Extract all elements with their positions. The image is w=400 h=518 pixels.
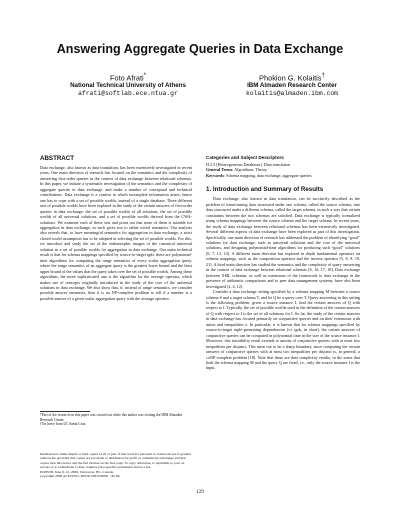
page-number: 129 (196, 490, 204, 495)
author-name: Phokion G. Kolaitis (259, 73, 322, 83)
categories-heading: Categories and Subject Descriptors (206, 155, 284, 160)
categories-text: H.2.5 [Heterogeneous Databases]: Data translation (206, 162, 291, 167)
footnote-1: *Part of the research on this paper was carried out while this author was visiting the IBM Almaden Research Center. (40, 413, 183, 422)
footnotes (40, 413, 192, 427)
section-1-paragraph-2: Consider a data exchange setting specified by a schema mapping M between a source schema S and a target schema T, and let Q be a query over T. Query answering in this setting is the following problem: given a source instance I, find the certain answers of Q with respect to I. Typically, the set of possible worlds used in the definition of the certain answers of Q with respect to I is the set of all solutions for I. So far, the study of the certain answers in data exchange has focused primarily on conjunctive queries and on their extensions with union and inequalities ≠. In particular, it is known that for schema mappings specified by source-to-target tuple-generating dependencies (s-t tgds, in short), the certain answers of conjunctive queries can be computed in polynomial time in the size of the source instance I. Moreover, this tractability result extends to unions of conjunctive queries with at most two inequalities per disjunct. This turns out to be a sharp boundary, since computing the certain answers of conjunctive queries with at most two inequalities per disjunct is, in general, a coNP-complete problem [18]. Note that these are data complexity results, in the sense that both the schema mapping M and the query Q are fixed, i.e., only the source instance I is the input. (206, 289, 360, 371)
author-block-2 (212, 72, 372, 97)
author-footnote-mark: † (321, 72, 325, 79)
abstract-heading: ABSTRACT (40, 155, 75, 162)
section-1-heading: 1. Introduction and Summary of Results (206, 186, 324, 194)
footnote-2: †On leave from UC Santa Cruz. (40, 422, 87, 427)
permission-block (40, 452, 192, 479)
general-terms-label: General Terms (206, 167, 233, 173)
permission-text: Permission to make digital or hard copies of all or part of this work for personal or classroom use is granted without fee provided that copies are not made or distributed for profit or commercial advantage and that copies bear this notice and the full citation on the first page. To copy otherwise, to republish, to post on servers or to redistribute to lists, requires prior specific permission and/or a fee. (40, 452, 191, 470)
author-email[interactable]: afrati@softlab.ece.ntua.gr (78, 90, 178, 98)
keywords-text: : Schema mapping, data exchange, aggregate queries (223, 172, 312, 178)
general-terms-text: : Algorithms, Theory (232, 167, 268, 173)
author-name: Foto Afrati (109, 73, 144, 83)
abstract-text: Data exchange, also known as data translation, has been extensively investigated in recent years. One main direction of research has focused on the semantics and the complexity of answering first-order queries in the context of data exchange between relational schemas. In this paper, we initiate a systematic investigation of the semantics and the complexity of aggregate queries in data exchange, and make a number of conceptual and technical contributions. Data exchange is a context in which incomplete information arises, hence one has to cope with a set of possible worlds, instead of a single database. Three different sets of possible worlds have been explored in the study of the certain answers of first-order queries in data exchange: the set of possible worlds of all solutions, the set of possible worlds of all universal solutions, and a set of possible worlds derived from the CWA-solutions. We examine each of these sets and point out that none of them is suitable for aggregation in data exchange, as each gives rise to rather trivial semantics. Our analysis also reveals that, to have meaningful semantics for aggregation in data exchange, a strict closed-world assumption has to be adopted in selecting the set of possible worlds. For this, we introduce and study the set of the endomorphic images of the canonical universal solution as a set of possible worlds for aggregation in data exchange. Our main technical result is that for schema mappings specified by source-to-target tgds, there are polynomial-time algorithms for computing the range semantics of every scalar aggregation query, where the range semantics of an aggregate query is the greatest lower bound and the least upper bound of the values that the query takes over the set of possible worlds. Among these algorithms, the more sophisticated one is the algorithm for the average operator, which makes use of concepts originally introduced in the study of the core of the universal solutions in data exchange. We also show that, if, instead of range semantics, we consider possible answer semantics, then it is an NP-complete problem to tell if a number is a possible answer of a given scalar aggregation query with the average operator. (40, 165, 192, 301)
paper-title: Answering Aggregate Queries in Data Exchange (56, 42, 344, 56)
footnote-rule (40, 411, 90, 412)
conference-info: PODS'08, June 9–12, 2008, Vancouver, BC, Canada. (40, 469, 114, 474)
section-1-paragraph-1: Data exchange, also known as data translation, can be succinctly described as the problem of transforming data structured under one schema, called the source schema, into data structured under a different schema, called the target schema, in such a way that certain constraints between the two schemas are satisfied. Data exchange is typically formalized using schema mappings between the source schema and the target schema. In recent years, the study of data exchange between relational schemas has been extensively investigated. Several different aspects of data exchange have been explored as part of this investigation. Specifically, one main direction of research has addressed the problem of identifying “good” solutions for data exchange, such as universal solutions and the core of the universal solutions, and designing polynomial-time algorithms for producing such “good” solutions [6, 7, 13, 14]. A different main direction has explored in depth fundamental operators on schema mappings, such as the composition operator and the inverse operator [5, 8, 9, 19, 21]. A third main direction has studied the semantics and the complexity of query answering in the context of data exchange between relational schemas [6, 16, 17, 18]. Data exchange between XML schemas, as well as extensions of the framework to data exchange in the presence of arithmetic comparisons and to peer data management systems, have also been investigated [2, 4, 12]. (206, 196, 360, 289)
keywords-label: Keywords (206, 172, 224, 178)
right-column (206, 155, 360, 371)
author-affiliation: IBM Almaden Research Center (247, 82, 337, 90)
copyright-info: Copyright 2008 ACM 978-1-60558-108-8/08/06 ...$5.00. (40, 474, 121, 479)
left-column (40, 155, 192, 301)
author-footnote-mark: * (143, 72, 147, 79)
keywords (206, 173, 360, 178)
author-block-1 (48, 72, 208, 97)
author-affiliation: National Technical University of Athens (70, 82, 186, 90)
author-email[interactable]: kolaitis@almaden.ibm.com (245, 90, 339, 98)
